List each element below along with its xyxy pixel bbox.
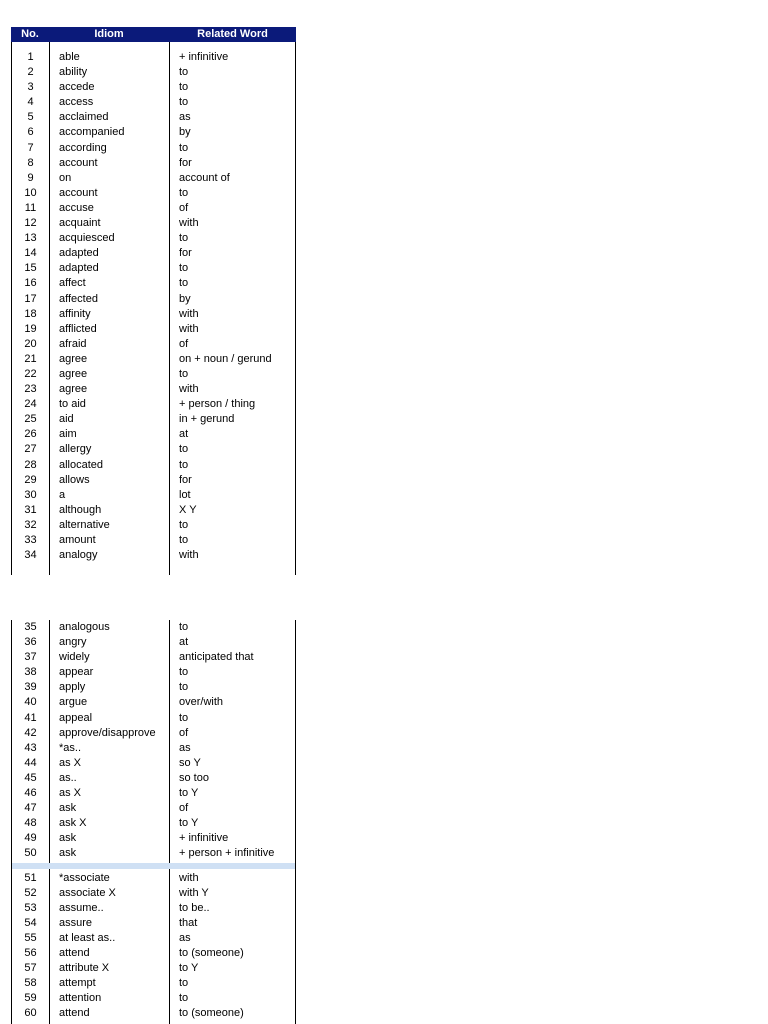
row-idiom: adapted	[59, 262, 99, 275]
row-idiom: at least as..	[59, 931, 116, 944]
table-row	[12, 125, 295, 140]
row-number: 50	[24, 847, 37, 860]
row-related-word: on + noun / gerund	[179, 352, 272, 365]
row-related-word: for	[179, 473, 192, 486]
row-related-word: as	[179, 741, 191, 754]
row-number: 13	[24, 232, 37, 245]
row-related-word: with Y	[179, 886, 209, 899]
table-row	[12, 771, 295, 786]
row-idiom: ask X	[59, 817, 87, 830]
row-related-word: + infinitive	[179, 51, 229, 63]
row-number: 6	[27, 126, 34, 139]
table-row	[12, 680, 295, 695]
row-related-word: to	[179, 81, 189, 94]
row-number: 1	[27, 51, 34, 63]
row-number: 54	[24, 916, 37, 929]
table-row	[12, 976, 295, 991]
row-idiom: allocated	[59, 458, 104, 471]
row-related-word: with	[179, 871, 199, 884]
table-row	[12, 412, 295, 427]
table-row	[12, 635, 295, 650]
row-related-word: to	[179, 681, 189, 694]
row-number: 51	[24, 871, 37, 884]
table-row	[12, 80, 295, 95]
row-number: 44	[24, 756, 37, 769]
row-separator-band	[12, 863, 295, 869]
table-row	[12, 110, 295, 125]
table-row	[12, 382, 295, 397]
row-idiom: accompanied	[59, 126, 125, 139]
row-related-word: for	[179, 156, 192, 169]
row-related-word: to	[179, 977, 189, 990]
row-idiom: as X	[59, 787, 82, 800]
row-idiom: attend	[59, 946, 90, 959]
row-idiom: ask	[59, 832, 77, 845]
row-number: 33	[24, 534, 37, 546]
row-related-word: anticipated that	[179, 651, 254, 664]
row-number: 18	[24, 307, 37, 320]
row-related-word: for	[179, 247, 192, 260]
row-number: 24	[24, 398, 37, 411]
row-number: 12	[24, 217, 37, 230]
row-number: 30	[24, 488, 37, 501]
row-number: 55	[24, 931, 37, 944]
row-related-word: of	[179, 726, 189, 739]
row-idiom: although	[59, 503, 102, 516]
row-related-word: to	[179, 367, 189, 380]
row-number: 42	[24, 726, 37, 739]
header-idiom: Idiom	[94, 28, 124, 40]
row-idiom: alternative	[59, 518, 110, 531]
row-related-word: that	[179, 916, 198, 929]
row-number: 22	[24, 367, 37, 380]
row-idiom: allows	[59, 473, 90, 486]
table-row	[12, 216, 295, 231]
row-idiom: to aid	[59, 398, 86, 411]
table-row	[12, 322, 295, 337]
row-number: 2	[27, 66, 34, 79]
table-row	[12, 95, 295, 110]
row-idiom: acquiesced	[59, 232, 115, 245]
row-related-word: over/with	[179, 696, 224, 709]
table-row	[12, 442, 295, 457]
table-row	[12, 231, 295, 246]
row-idiom: as X	[59, 756, 82, 769]
table-row	[12, 337, 295, 352]
table-row	[12, 846, 295, 861]
row-related-word: lot	[179, 488, 191, 501]
row-number: 32	[24, 518, 37, 531]
table-row	[12, 695, 295, 710]
row-number: 43	[24, 741, 37, 754]
table-row	[12, 886, 295, 901]
row-idiom: attempt	[59, 977, 96, 990]
row-related-word: + person / thing	[179, 398, 256, 411]
row-idiom: ask	[59, 847, 77, 860]
table-row	[12, 665, 295, 680]
row-idiom: attend	[59, 1007, 90, 1020]
row-idiom: associate X	[59, 886, 116, 899]
row-number: 60	[24, 1007, 37, 1020]
row-number: 7	[27, 141, 34, 154]
row-related-word: to	[179, 232, 189, 245]
row-idiom: access	[59, 96, 94, 109]
row-related-word: to	[179, 621, 189, 633]
table-row	[12, 901, 295, 916]
row-idiom: accuse	[59, 201, 94, 214]
table-row	[12, 726, 295, 741]
table-row	[12, 518, 295, 533]
row-related-word: X Y	[179, 503, 197, 516]
row-idiom: adapted	[59, 247, 99, 260]
table-row	[12, 801, 295, 816]
table-row	[12, 246, 295, 261]
table-row	[12, 276, 295, 291]
row-idiom: acquaint	[59, 217, 101, 230]
table-row	[12, 871, 295, 886]
table-row	[12, 961, 295, 976]
row-number: 15	[24, 262, 37, 275]
row-number: 11	[24, 201, 37, 214]
row-number: 4	[27, 96, 34, 109]
row-related-word: to	[179, 96, 189, 109]
table-row	[12, 292, 295, 307]
table-row	[12, 756, 295, 771]
row-number: 25	[24, 413, 37, 426]
row-related-word: to	[179, 66, 189, 79]
row-number: 23	[24, 383, 37, 396]
row-number: 56	[24, 946, 37, 959]
row-number: 57	[24, 962, 37, 975]
row-related-word: with	[179, 322, 199, 335]
row-idiom: account	[59, 156, 98, 169]
table-row	[12, 427, 295, 442]
row-number: 36	[24, 636, 37, 649]
table-row	[12, 50, 295, 65]
row-related-word: to (someone)	[179, 1007, 244, 1020]
row-number: 28	[24, 458, 37, 471]
row-related-word: with	[179, 383, 199, 396]
row-related-word: to	[179, 534, 189, 546]
row-related-word: to	[179, 711, 189, 724]
row-related-word: at	[179, 428, 189, 441]
row-idiom: aid	[59, 413, 74, 426]
table-row	[12, 548, 295, 563]
row-number: 19	[24, 322, 37, 335]
table-row	[12, 397, 295, 412]
row-number: 34	[24, 549, 37, 562]
row-related-word: so Y	[179, 756, 201, 769]
row-idiom: affinity	[59, 307, 91, 320]
table-row	[12, 831, 295, 846]
row-number: 10	[24, 186, 37, 199]
row-related-word: to Y	[179, 787, 199, 800]
row-idiom: ask	[59, 802, 77, 815]
row-idiom: argue	[59, 696, 88, 709]
row-related-word: to	[179, 518, 189, 531]
row-related-word: with	[179, 217, 199, 230]
table-row	[12, 620, 295, 635]
table-body-1	[11, 42, 296, 575]
table-row	[12, 650, 295, 665]
row-number: 9	[27, 171, 34, 184]
row-idiom: attention	[59, 992, 102, 1005]
row-related-word: to	[179, 277, 189, 290]
row-idiom: approve/disapprove	[59, 726, 156, 739]
table-row	[12, 816, 295, 831]
table-row	[12, 458, 295, 473]
row-related-word: to	[179, 262, 189, 275]
row-number: 20	[24, 337, 37, 350]
row-related-word: to	[179, 141, 189, 154]
row-related-word: to	[179, 458, 189, 471]
row-related-word: to	[179, 443, 189, 456]
row-idiom: on	[59, 171, 72, 184]
row-number: 29	[24, 473, 37, 486]
table-row	[12, 991, 295, 1006]
row-related-word: with	[179, 549, 199, 562]
row-related-word: of	[179, 802, 189, 815]
table-row	[12, 488, 295, 503]
row-related-word: as	[179, 931, 191, 944]
row-number: 53	[24, 901, 37, 914]
row-related-word: so too	[179, 771, 209, 784]
table-row	[12, 916, 295, 931]
row-related-word: of	[179, 337, 189, 350]
row-idiom: allergy	[59, 443, 92, 456]
table-row	[12, 473, 295, 488]
table-row	[12, 201, 295, 216]
row-related-word: account of	[179, 171, 230, 184]
row-idiom: as..	[59, 771, 77, 784]
row-number: 52	[24, 886, 37, 899]
row-number: 17	[24, 292, 37, 305]
table-header	[11, 27, 296, 42]
row-idiom: acclaimed	[59, 111, 109, 124]
row-number: 46	[24, 787, 37, 800]
row-idiom: analogous	[59, 621, 110, 633]
row-related-word: at	[179, 636, 189, 649]
row-related-word: of	[179, 201, 189, 214]
row-idiom: *associate	[59, 871, 110, 884]
row-related-word: to be..	[179, 901, 210, 914]
table-row	[12, 261, 295, 276]
table-row	[12, 141, 295, 156]
row-idiom: *as..	[59, 741, 82, 754]
row-idiom: accede	[59, 81, 95, 94]
row-number: 26	[24, 428, 37, 441]
row-idiom: analogy	[59, 549, 98, 562]
row-idiom: aim	[59, 428, 77, 441]
row-idiom: ability	[59, 66, 88, 79]
table-row	[12, 533, 295, 548]
row-idiom: agree	[59, 383, 88, 396]
row-number: 59	[24, 992, 37, 1005]
row-number: 14	[24, 247, 37, 260]
table-body-2	[11, 620, 296, 1024]
row-number: 16	[24, 277, 37, 290]
header-related-word: Related Word	[197, 28, 268, 40]
header-no: No.	[21, 28, 39, 40]
row-idiom: apply	[59, 681, 86, 694]
row-related-word: in + gerund	[179, 413, 235, 426]
row-related-word: + infinitive	[179, 832, 229, 845]
table-row	[12, 946, 295, 961]
row-number: 38	[24, 666, 37, 679]
row-idiom: a	[59, 488, 66, 501]
row-related-word: by	[179, 126, 191, 139]
table-row	[12, 786, 295, 801]
table-row	[12, 307, 295, 322]
row-related-word: + person + infinitive	[179, 847, 275, 860]
row-number: 49	[24, 832, 37, 845]
row-idiom: affect	[59, 277, 86, 290]
row-number: 21	[24, 352, 37, 365]
row-related-word: by	[179, 292, 191, 305]
row-related-word: with	[179, 307, 199, 320]
row-number: 41	[24, 711, 37, 724]
row-idiom: widely	[59, 651, 90, 664]
row-idiom: afflicted	[59, 322, 97, 335]
row-idiom: agree	[59, 352, 88, 365]
row-number: 3	[27, 81, 34, 94]
row-number: 8	[27, 156, 34, 169]
row-number: 37	[24, 651, 37, 664]
row-number: 48	[24, 817, 37, 830]
table-row	[12, 156, 295, 171]
row-number: 40	[24, 696, 37, 709]
row-idiom: afraid	[59, 337, 87, 350]
row-idiom: affected	[59, 292, 98, 305]
table-row	[12, 186, 295, 201]
row-idiom: assume..	[59, 901, 104, 914]
row-related-word: to (someone)	[179, 946, 244, 959]
row-idiom: able	[59, 51, 80, 63]
table-row	[12, 931, 295, 946]
row-idiom: assure	[59, 916, 93, 929]
row-idiom: agree	[59, 367, 88, 380]
row-number: 27	[24, 443, 37, 456]
table-part-2	[11, 620, 296, 1024]
table-row	[12, 1006, 295, 1021]
table-row	[12, 367, 295, 382]
row-number: 35	[24, 621, 37, 633]
row-related-word: to Y	[179, 962, 199, 975]
table-part-1	[11, 27, 296, 575]
row-number: 31	[24, 503, 37, 516]
row-idiom: appeal	[59, 711, 93, 724]
row-number: 47	[24, 802, 37, 815]
table-row	[12, 352, 295, 367]
table-row	[12, 65, 295, 80]
row-number: 5	[27, 111, 34, 124]
table-row	[12, 171, 295, 186]
row-related-word: to	[179, 666, 189, 679]
row-idiom: amount	[59, 534, 96, 546]
table-row	[12, 711, 295, 726]
row-idiom: angry	[59, 636, 87, 649]
row-related-word: to	[179, 992, 189, 1005]
row-idiom: attribute X	[59, 962, 110, 975]
row-number: 58	[24, 977, 37, 990]
row-related-word: to Y	[179, 817, 199, 830]
row-idiom: according	[59, 141, 107, 154]
row-idiom: appear	[59, 666, 94, 679]
row-idiom: account	[59, 186, 98, 199]
row-related-word: as	[179, 111, 191, 124]
row-number: 45	[24, 771, 37, 784]
row-number: 39	[24, 681, 37, 694]
table-row	[12, 503, 295, 518]
table-row	[12, 741, 295, 756]
row-related-word: to	[179, 186, 189, 199]
